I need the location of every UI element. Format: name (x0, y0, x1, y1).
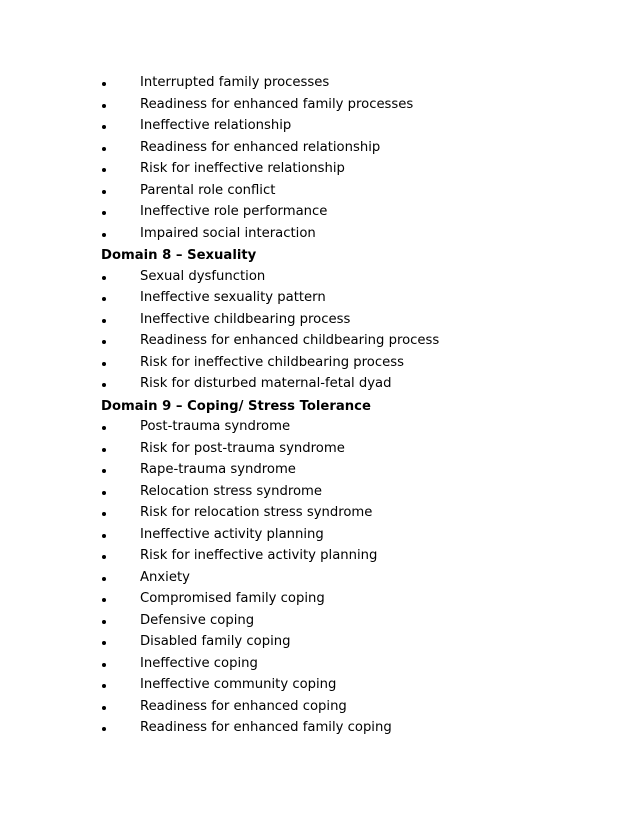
list-item-text: Risk for ineffective childbearing process (140, 354, 404, 370)
bullet-icon (101, 502, 111, 524)
bullet-icon (101, 94, 111, 116)
list-item (0, 137, 638, 159)
list-item (0, 481, 638, 503)
bullet-icon (101, 717, 111, 739)
bullet-icon (101, 545, 111, 567)
bullet-icon (101, 373, 111, 395)
list-item (0, 266, 638, 288)
list-item-text: Anxiety (140, 569, 190, 585)
section-heading: Domain 8 – Sexuality (101, 248, 257, 263)
list-item (0, 180, 638, 202)
bullet-icon (101, 481, 111, 503)
list-item-text: Relocation stress syndrome (140, 483, 322, 499)
bullet-icon (101, 158, 111, 180)
bullet-icon (101, 416, 111, 438)
list-item (0, 352, 638, 374)
bullet-icon (101, 610, 111, 632)
bullet-icon (101, 266, 111, 288)
list-item (0, 610, 638, 632)
list-item (0, 524, 638, 546)
list-item (0, 502, 638, 524)
list-item (0, 588, 638, 610)
bullet-icon (101, 588, 111, 610)
list-item (0, 309, 638, 331)
list-item (0, 115, 638, 137)
bullet-icon (101, 72, 111, 94)
list-item-text: Ineffective community coping (140, 677, 337, 692)
list-item (0, 330, 638, 352)
list-item-text: Ineffective role performance (140, 204, 328, 219)
bullet-icon (101, 524, 111, 546)
list-item-text: Readiness for enhanced family processes (140, 96, 414, 112)
section-2 (0, 395, 638, 739)
section-heading: Domain 9 – Coping/ Stress Tolerance (101, 398, 371, 414)
list-item-text: Readiness for enhanced childbearing process (140, 333, 440, 348)
list-item-text: Readiness for enhanced relationship (140, 139, 381, 155)
list-item-text: Risk for disturbed maternal-fetal dyad (140, 376, 392, 391)
list-item-text: Rape-trauma syndrome (140, 462, 296, 477)
bullet-icon (101, 201, 111, 223)
list-item (0, 631, 638, 653)
bullet-icon (101, 137, 111, 159)
list-item (0, 545, 638, 567)
list-item (0, 416, 638, 438)
list-item-text: Readiness for enhanced family coping (140, 720, 392, 735)
bullet-icon (101, 180, 111, 202)
list-item-text: Interrupted family processes (140, 75, 330, 90)
list-item (0, 201, 638, 223)
list-item-text: Ineffective sexuality pattern (140, 290, 326, 305)
bullet-icon (101, 309, 111, 331)
list-item-text: Readiness for enhanced coping (140, 698, 347, 714)
list-item-text: Impaired social interaction (140, 225, 316, 241)
bullet-icon (101, 223, 111, 245)
list-item (0, 696, 638, 718)
bullet-icon (101, 696, 111, 718)
list-item (0, 287, 638, 309)
bullet-icon (101, 115, 111, 137)
list-item-text: Defensive coping (140, 612, 255, 628)
bullet-icon (101, 438, 111, 460)
bullet-icon (101, 330, 111, 352)
bullet-icon (101, 653, 111, 675)
list-item (0, 94, 638, 116)
bullet-icon (101, 674, 111, 696)
list-item (0, 653, 638, 675)
list-item (0, 459, 638, 481)
list-item-text: Ineffective coping (140, 655, 258, 671)
list-item-text: Ineffective relationship (140, 118, 292, 133)
section-0 (0, 72, 638, 244)
list-item (0, 373, 638, 395)
list-item-text: Ineffective childbearing process (140, 311, 351, 327)
bullet-icon (101, 287, 111, 309)
list-item-text: Ineffective activity planning (140, 526, 324, 542)
list-item-text: Compromised family coping (140, 591, 325, 606)
section-1 (0, 244, 638, 395)
list-item-text: Risk for post-trauma syndrome (140, 440, 345, 456)
list-item (0, 72, 638, 94)
list-item-text: Risk for relocation stress syndrome (140, 505, 373, 520)
list-item (0, 717, 638, 739)
bullet-icon (101, 567, 111, 589)
list-item-text: Sexual dysfunction (140, 268, 266, 284)
list-item (0, 438, 638, 460)
list-item-text: Risk for ineffective activity planning (140, 548, 378, 563)
list-item-text: Disabled family coping (140, 634, 291, 649)
list-item-text: Post-trauma syndrome (140, 419, 291, 434)
bullet-icon (101, 459, 111, 481)
list-item (0, 158, 638, 180)
list-item (0, 223, 638, 245)
list-item (0, 567, 638, 589)
bullet-icon (101, 352, 111, 374)
list-item (0, 674, 638, 696)
bullet-icon (101, 631, 111, 653)
list-item-text: Parental role conflict (140, 182, 276, 198)
document-page (0, 72, 638, 739)
list-item-text: Risk for ineffective relationship (140, 161, 345, 176)
